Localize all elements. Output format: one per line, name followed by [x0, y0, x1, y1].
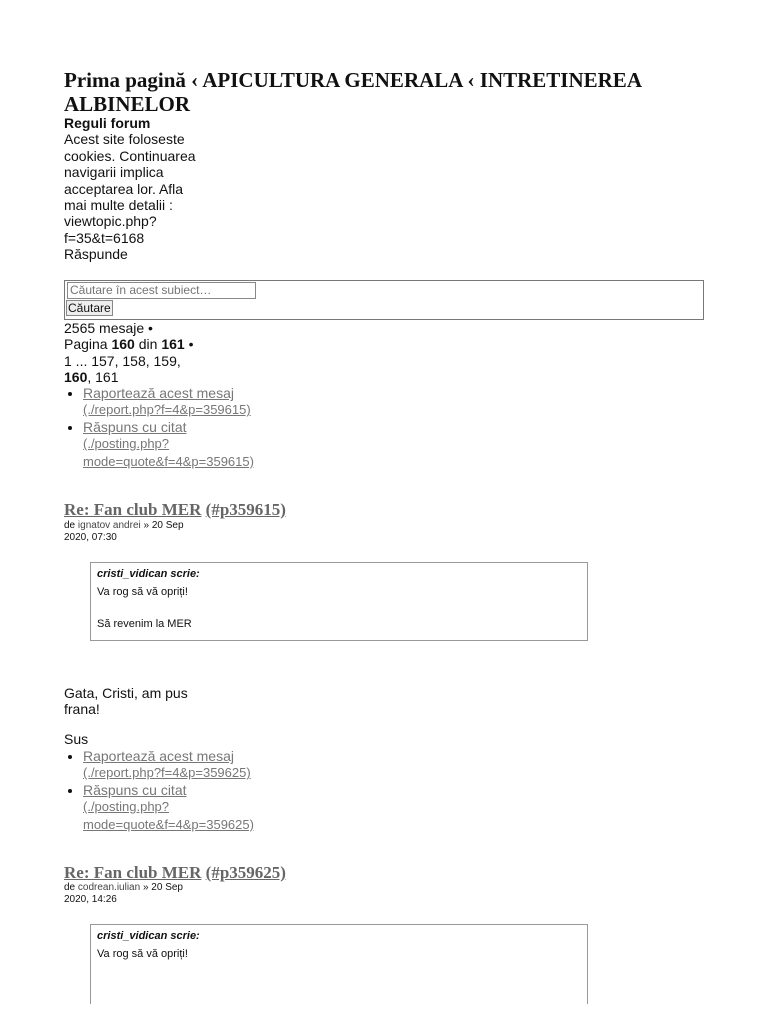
current-page: 160	[111, 336, 135, 353]
quote-block	[90, 562, 588, 641]
post-meta	[64, 520, 204, 544]
report-link[interactable]: Raportează acest mesaj (./report.php?f=4&p=359615)	[83, 385, 251, 418]
action-item	[83, 782, 263, 833]
post-anchor: (#p359615)	[205, 500, 286, 519]
by-word: de	[64, 520, 76, 531]
action-item	[83, 419, 263, 470]
quote-line: Va rog să vă opriți!	[97, 586, 188, 598]
quote-line: Va rog să vă opriți!	[97, 948, 188, 960]
current-page-link: 160	[64, 369, 88, 386]
post-actions	[64, 748, 263, 833]
rules-title[interactable]: Reguli forum	[64, 115, 151, 131]
search-input[interactable]	[67, 282, 256, 299]
post-date: » 20 Sep 2020, 07:30	[64, 520, 184, 543]
quote-author: cristi_vidican scrie:	[97, 568, 200, 580]
post-anchor: (#p359625)	[205, 863, 286, 882]
rules-text: Acest site foloseste cookies. Continuarea navigarii implica acceptarea lor. Afla mai multe detalii : viewtopic.php?f=35&t=6168	[64, 131, 196, 246]
post-date: » 20 Sep 2020, 14:26	[64, 882, 183, 905]
by-word: de	[64, 882, 76, 893]
quote-line: Să revenim la MER	[97, 618, 192, 630]
action-item	[83, 385, 263, 419]
last-page-link[interactable]: , 161	[87, 369, 119, 386]
post-title[interactable]: Re: Fan club MER (#p359625)	[64, 863, 286, 882]
page-word: Pagina	[64, 336, 108, 353]
action-item	[83, 748, 263, 782]
post-body: Gata, Cristi, am pus frana!	[64, 685, 188, 718]
message-count: 2565 mesaje •	[64, 320, 153, 336]
report-link[interactable]: Raportează acest mesaj (./report.php?f=4&p=359625)	[83, 748, 251, 781]
page-links[interactable]: • 1 ... 157, 158, 159,	[64, 336, 194, 369]
author-link[interactable]: ignatov andrei	[77, 520, 141, 531]
quote-block	[90, 924, 588, 1004]
total-pages: 161	[161, 336, 185, 353]
quote-author: cristi_vidican scrie:	[97, 930, 200, 942]
breadcrumb[interactable]: Prima pagină ‹ APICULTURA GENERALA ‹ INTRETINEREA ALBINELOR	[64, 68, 641, 116]
quote-link[interactable]: Răspuns cu citat (./posting.php?mode=quote&f=4&p=359615)	[83, 418, 254, 469]
search-button[interactable]: Căutare	[68, 301, 111, 315]
reply-button[interactable]: Răspunde	[64, 246, 128, 263]
top-link[interactable]: Sus	[64, 731, 89, 747]
post-meta	[64, 882, 204, 906]
quote-link[interactable]: Răspuns cu citat (./posting.php?mode=quote&f=4&p=359625)	[83, 781, 254, 832]
pagination	[64, 320, 194, 386]
author-link[interactable]: codrean.iulian	[77, 882, 141, 893]
post-title[interactable]: Re: Fan club MER (#p359615)	[64, 500, 286, 519]
forum-rules	[64, 115, 199, 263]
of-word: din	[138, 336, 158, 353]
search-box	[64, 280, 704, 320]
post-actions	[64, 385, 263, 470]
